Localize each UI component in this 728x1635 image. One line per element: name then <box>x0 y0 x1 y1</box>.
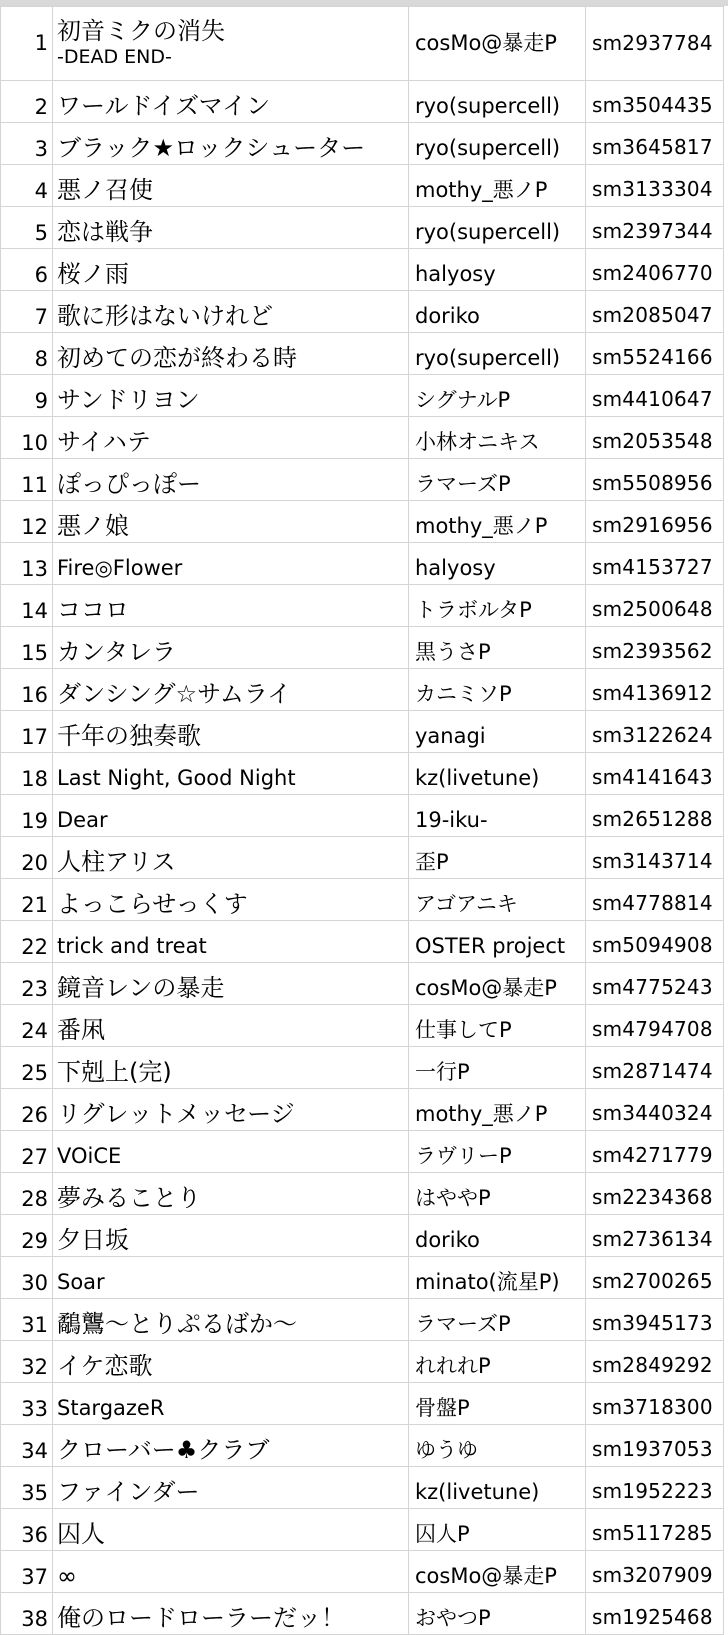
song-title-cell[interactable] <box>53 1551 409 1593</box>
song-title-cell[interactable] <box>53 669 409 711</box>
rank-cell[interactable]: 11 <box>1 459 53 501</box>
table-row <box>1 333 724 375</box>
video-id-cell[interactable]: sm1925468 <box>586 1593 724 1635</box>
table-row <box>1 417 724 459</box>
artist-cell[interactable]: アゴアニキ <box>409 879 586 921</box>
song-title: ダンシング☆サムライ <box>57 679 292 708</box>
table-row <box>1 291 724 333</box>
song-title-cell[interactable] <box>53 1047 409 1089</box>
video-id-cell[interactable]: sm3945173 <box>586 1299 724 1341</box>
video-id-cell[interactable]: sm4775243 <box>586 963 724 1005</box>
song-title-cell[interactable] <box>53 1299 409 1341</box>
song-title-cell[interactable] <box>53 291 409 333</box>
song-title-cell[interactable] <box>53 963 409 1005</box>
table-row <box>1 1383 724 1425</box>
song-title: クローバー♣クラブ <box>57 1435 270 1464</box>
rank-cell[interactable]: 3 <box>1 123 53 165</box>
artist-cell[interactable]: mothy_悪ノP <box>409 501 586 543</box>
artist-cell[interactable]: ryo(supercell) <box>409 123 586 165</box>
video-id-cell[interactable]: sm3122624 <box>586 711 724 753</box>
song-title: リグレットメッセージ <box>57 1099 295 1128</box>
artist-cell[interactable]: OSTER project <box>409 921 586 963</box>
video-id-cell[interactable]: sm4136912 <box>586 669 724 711</box>
table-row <box>1 1467 724 1509</box>
video-id-cell[interactable]: sm2849292 <box>586 1341 724 1383</box>
song-title: trick and treat <box>57 933 207 958</box>
song-title: 千年の独奏歌 <box>57 721 201 750</box>
artist-cell[interactable]: kz(livetune) <box>409 753 586 795</box>
table-row <box>1 963 724 1005</box>
video-id-cell[interactable]: sm4141643 <box>586 753 724 795</box>
rank-cell[interactable]: 22 <box>1 921 53 963</box>
rank-cell[interactable]: 14 <box>1 585 53 627</box>
song-title: 悪ノ娘 <box>57 511 129 540</box>
song-title: VOiCE <box>57 1143 122 1168</box>
song-title: ∞ <box>57 1561 77 1590</box>
table-row <box>1 1089 724 1131</box>
song-title: 下剋上(完) <box>57 1057 172 1086</box>
table-row <box>1 543 724 585</box>
artist-cell[interactable]: 19-iku- <box>409 795 586 837</box>
song-title-cell[interactable] <box>53 333 409 375</box>
artist-cell[interactable]: ラマーズP <box>409 459 586 501</box>
table-row <box>1 879 724 921</box>
artist-cell[interactable]: れれれP <box>409 1341 586 1383</box>
table-row <box>1 1341 724 1383</box>
rank-cell[interactable]: 17 <box>1 711 53 753</box>
rank-cell[interactable]: 7 <box>1 291 53 333</box>
video-id-cell[interactable]: sm5524166 <box>586 333 724 375</box>
table-row <box>1 1299 724 1341</box>
song-title-cell[interactable] <box>53 207 409 249</box>
rank-cell[interactable]: 4 <box>1 165 53 207</box>
song-title-cell[interactable] <box>53 81 409 123</box>
rank-cell[interactable]: 1 <box>1 7 53 81</box>
artist-cell[interactable]: シグナルP <box>409 375 586 417</box>
song-title: 悪ノ召使 <box>57 175 153 204</box>
video-id-cell[interactable]: sm2085047 <box>586 291 724 333</box>
rank-cell[interactable]: 8 <box>1 333 53 375</box>
table-row <box>1 585 724 627</box>
rank-cell[interactable]: 36 <box>1 1509 53 1551</box>
song-title: ブラック★ロックシューター <box>57 133 366 162</box>
song-title-cell[interactable] <box>53 753 409 795</box>
table-row <box>1 1257 724 1299</box>
song-title-cell[interactable] <box>53 1215 409 1257</box>
table-row <box>1 1215 724 1257</box>
artist-cell[interactable]: 歪P <box>409 837 586 879</box>
rank-cell[interactable]: 37 <box>1 1551 53 1593</box>
video-id-cell[interactable]: sm4778814 <box>586 879 724 921</box>
rank-cell[interactable]: 28 <box>1 1173 53 1215</box>
song-title: 鏡音レンの暴走 <box>57 973 225 1002</box>
table-row <box>1 1131 724 1173</box>
artist-cell[interactable]: トラボルタP <box>409 585 586 627</box>
artist-cell[interactable]: doriko <box>409 1215 586 1257</box>
rank-cell[interactable]: 13 <box>1 543 53 585</box>
table-row <box>1 7 724 81</box>
table-row <box>1 501 724 543</box>
table-row <box>1 375 724 417</box>
song-title-cell[interactable] <box>53 1341 409 1383</box>
song-title: 夢みることり <box>57 1183 201 1212</box>
song-title-cell[interactable] <box>53 1467 409 1509</box>
artist-cell[interactable]: 一行P <box>409 1047 586 1089</box>
song-title-cell[interactable] <box>53 711 409 753</box>
rank-cell[interactable]: 9 <box>1 375 53 417</box>
rank-cell[interactable]: 30 <box>1 1257 53 1299</box>
song-title-cell[interactable] <box>53 921 409 963</box>
rank-cell[interactable]: 12 <box>1 501 53 543</box>
table-row <box>1 837 724 879</box>
song-title-cell[interactable] <box>53 501 409 543</box>
song-title-cell[interactable] <box>53 1257 409 1299</box>
video-id-cell[interactable]: sm2651288 <box>586 795 724 837</box>
artist-cell[interactable]: yanagi <box>409 711 586 753</box>
rank-cell[interactable]: 23 <box>1 963 53 1005</box>
table-row <box>1 921 724 963</box>
rank-cell[interactable]: 10 <box>1 417 53 459</box>
table-row <box>1 711 724 753</box>
song-subtitle: -DEAD END- <box>57 46 172 69</box>
video-id-cell[interactable]: sm5117285 <box>586 1509 724 1551</box>
video-id-cell[interactable]: sm5094908 <box>586 921 724 963</box>
rank-cell[interactable]: 31 <box>1 1299 53 1341</box>
video-id-cell[interactable]: sm3504435 <box>586 81 724 123</box>
table-row <box>1 1551 724 1593</box>
rank-cell[interactable]: 26 <box>1 1089 53 1131</box>
table-row <box>1 1509 724 1551</box>
artist-cell[interactable]: kz(livetune) <box>409 1467 586 1509</box>
table-row <box>1 1593 724 1635</box>
song-title: サンドリヨン <box>57 385 200 414</box>
song-title-cell[interactable] <box>53 1005 409 1047</box>
table-row <box>1 669 724 711</box>
video-id-cell[interactable]: sm3143714 <box>586 837 724 879</box>
video-id-cell[interactable]: sm2736134 <box>586 1215 724 1257</box>
artist-cell[interactable]: minato(流星P) <box>409 1257 586 1299</box>
video-id-cell[interactable]: sm2406770 <box>586 249 724 291</box>
artist-cell[interactable]: 骨盤P <box>409 1383 586 1425</box>
song-title: ワールドイズマイン <box>57 91 271 120</box>
song-title-cell[interactable] <box>53 417 409 459</box>
video-id-cell[interactable]: sm2916956 <box>586 501 724 543</box>
artist-cell[interactable]: ラヴリーP <box>409 1131 586 1173</box>
rank-cell[interactable]: 34 <box>1 1425 53 1467</box>
song-title: ココロ <box>57 595 129 624</box>
artist-cell[interactable]: doriko <box>409 291 586 333</box>
artist-cell[interactable]: おやつP <box>409 1593 586 1635</box>
video-id-cell[interactable]: sm4153727 <box>586 543 724 585</box>
song-title: 初めての恋が終わる時 <box>57 343 297 372</box>
song-title-cell[interactable] <box>53 375 409 417</box>
artist-cell[interactable]: はややP <box>409 1173 586 1215</box>
video-id-cell[interactable]: sm2393562 <box>586 627 724 669</box>
artist-cell[interactable]: 仕事してP <box>409 1005 586 1047</box>
song-title: ぽっぴっぽー <box>57 469 201 498</box>
video-id-cell[interactable]: sm2871474 <box>586 1047 724 1089</box>
song-title: 番凩 <box>57 1015 105 1044</box>
rank-cell[interactable]: 21 <box>1 879 53 921</box>
rank-cell[interactable]: 18 <box>1 753 53 795</box>
song-title-cell[interactable] <box>53 249 409 291</box>
song-title: 桜ノ雨 <box>57 259 129 288</box>
rank-cell[interactable]: 24 <box>1 1005 53 1047</box>
artist-cell[interactable]: halyosy <box>409 543 586 585</box>
rank-cell[interactable]: 32 <box>1 1341 53 1383</box>
video-id-cell[interactable]: sm5508956 <box>586 459 724 501</box>
song-title-cell[interactable] <box>53 543 409 585</box>
video-id-cell[interactable]: sm3718300 <box>586 1383 724 1425</box>
rank-cell[interactable]: 20 <box>1 837 53 879</box>
song-title: Dear <box>57 807 108 832</box>
video-id-cell[interactable]: sm4271779 <box>586 1131 724 1173</box>
video-id-cell[interactable]: sm3207909 <box>586 1551 724 1593</box>
artist-cell[interactable]: halyosy <box>409 249 586 291</box>
artist-cell[interactable]: cosMo@暴走P <box>409 7 586 81</box>
song-title-cell[interactable] <box>53 1383 409 1425</box>
rank-cell[interactable]: 2 <box>1 81 53 123</box>
rank-cell[interactable]: 38 <box>1 1593 53 1635</box>
song-title: Last Night, Good Night <box>57 765 296 790</box>
song-title: 初音ミクの消失 <box>57 16 225 45</box>
video-id-cell[interactable]: sm4410647 <box>586 375 724 417</box>
rank-cell[interactable]: 19 <box>1 795 53 837</box>
table-body <box>1 7 724 1635</box>
song-title-cell[interactable] <box>53 879 409 921</box>
artist-cell[interactable]: ryo(supercell) <box>409 81 586 123</box>
video-id-cell[interactable]: sm2397344 <box>586 207 724 249</box>
table-row <box>1 165 724 207</box>
song-title: よっこらせっくす <box>57 889 248 918</box>
song-title: 歌に形はないけれど <box>57 301 273 330</box>
rank-cell[interactable]: 15 <box>1 627 53 669</box>
song-title: 俺のロードローラーだッ！ <box>57 1603 345 1632</box>
song-title-cell[interactable] <box>53 459 409 501</box>
song-title-cell[interactable] <box>53 123 409 165</box>
song-title-cell[interactable] <box>53 1425 409 1467</box>
video-id-cell[interactable]: sm2500648 <box>586 585 724 627</box>
video-id-cell[interactable]: sm2053548 <box>586 417 724 459</box>
video-id-cell[interactable]: sm3440324 <box>586 1089 724 1131</box>
video-id-cell[interactable]: sm4794708 <box>586 1005 724 1047</box>
rank-cell[interactable]: 6 <box>1 249 53 291</box>
artist-cell[interactable]: mothy_悪ノP <box>409 1089 586 1131</box>
table-row <box>1 1047 724 1089</box>
table-row <box>1 627 724 669</box>
video-id-cell[interactable]: sm2700265 <box>586 1257 724 1299</box>
artist-cell[interactable]: 黒うさP <box>409 627 586 669</box>
song-title-cell[interactable] <box>53 1509 409 1551</box>
song-title-cell[interactable] <box>53 837 409 879</box>
song-title: 人柱アリス <box>57 847 176 876</box>
table-row <box>1 249 724 291</box>
table-row <box>1 1425 724 1467</box>
table-row <box>1 123 724 165</box>
song-title-cell[interactable] <box>53 627 409 669</box>
table-row <box>1 795 724 837</box>
artist-cell[interactable]: mothy_悪ノP <box>409 165 586 207</box>
song-title-cell[interactable] <box>53 795 409 837</box>
artist-cell[interactable]: ラマーズP <box>409 1299 586 1341</box>
song-title-cell[interactable] <box>53 1131 409 1173</box>
artist-cell[interactable]: ryo(supercell) <box>409 333 586 375</box>
song-title-cell[interactable] <box>53 585 409 627</box>
rank-cell[interactable]: 5 <box>1 207 53 249</box>
video-id-cell[interactable]: sm1952223 <box>586 1467 724 1509</box>
artist-cell[interactable]: カニミソP <box>409 669 586 711</box>
song-title-cell[interactable] <box>53 1173 409 1215</box>
rank-cell[interactable]: 29 <box>1 1215 53 1257</box>
song-title: 夕日坂 <box>57 1225 129 1254</box>
table-row <box>1 459 724 501</box>
rank-cell[interactable]: 16 <box>1 669 53 711</box>
artist-cell[interactable]: cosMo@暴走P <box>409 1551 586 1593</box>
song-title: サイハテ <box>57 427 151 456</box>
video-id-cell[interactable]: sm3133304 <box>586 165 724 207</box>
table-row <box>1 1005 724 1047</box>
song-title: StargazeR <box>57 1395 165 1420</box>
table-row <box>1 81 724 123</box>
rank-cell[interactable]: 33 <box>1 1383 53 1425</box>
song-title: ファインダー <box>57 1477 200 1506</box>
rank-cell[interactable]: 35 <box>1 1467 53 1509</box>
song-title-cell[interactable] <box>53 1089 409 1131</box>
artist-cell[interactable]: 囚人P <box>409 1509 586 1551</box>
table-row <box>1 207 724 249</box>
song-title-cell[interactable] <box>53 165 409 207</box>
video-id-cell[interactable]: sm1937053 <box>586 1425 724 1467</box>
artist-cell[interactable]: ゆうゆ <box>409 1425 586 1467</box>
rank-cell[interactable]: 27 <box>1 1131 53 1173</box>
song-title: カンタレラ <box>57 637 177 666</box>
song-ranking-table <box>0 6 724 1635</box>
song-title: 囚人 <box>57 1519 105 1548</box>
song-title: Fire◎Flower <box>57 555 183 580</box>
video-id-cell[interactable]: sm2937784 <box>586 7 724 81</box>
song-title: Soar <box>57 1269 105 1294</box>
song-title: イケ恋歌 <box>57 1351 153 1380</box>
table-row <box>1 753 724 795</box>
artist-cell[interactable]: ryo(supercell) <box>409 207 586 249</box>
artist-cell[interactable]: cosMo@暴走P <box>409 963 586 1005</box>
video-id-cell[interactable]: sm3645817 <box>586 123 724 165</box>
song-title: 恋は戦争 <box>57 217 153 246</box>
song-title: 鷸鸗～とりぷるばか～ <box>57 1309 297 1338</box>
song-title-cell[interactable] <box>53 1593 409 1635</box>
rank-cell[interactable]: 25 <box>1 1047 53 1089</box>
table-row <box>1 1173 724 1215</box>
song-title-cell[interactable] <box>53 7 409 81</box>
artist-cell[interactable]: 小林オニキス <box>409 417 586 459</box>
video-id-cell[interactable]: sm2234368 <box>586 1173 724 1215</box>
